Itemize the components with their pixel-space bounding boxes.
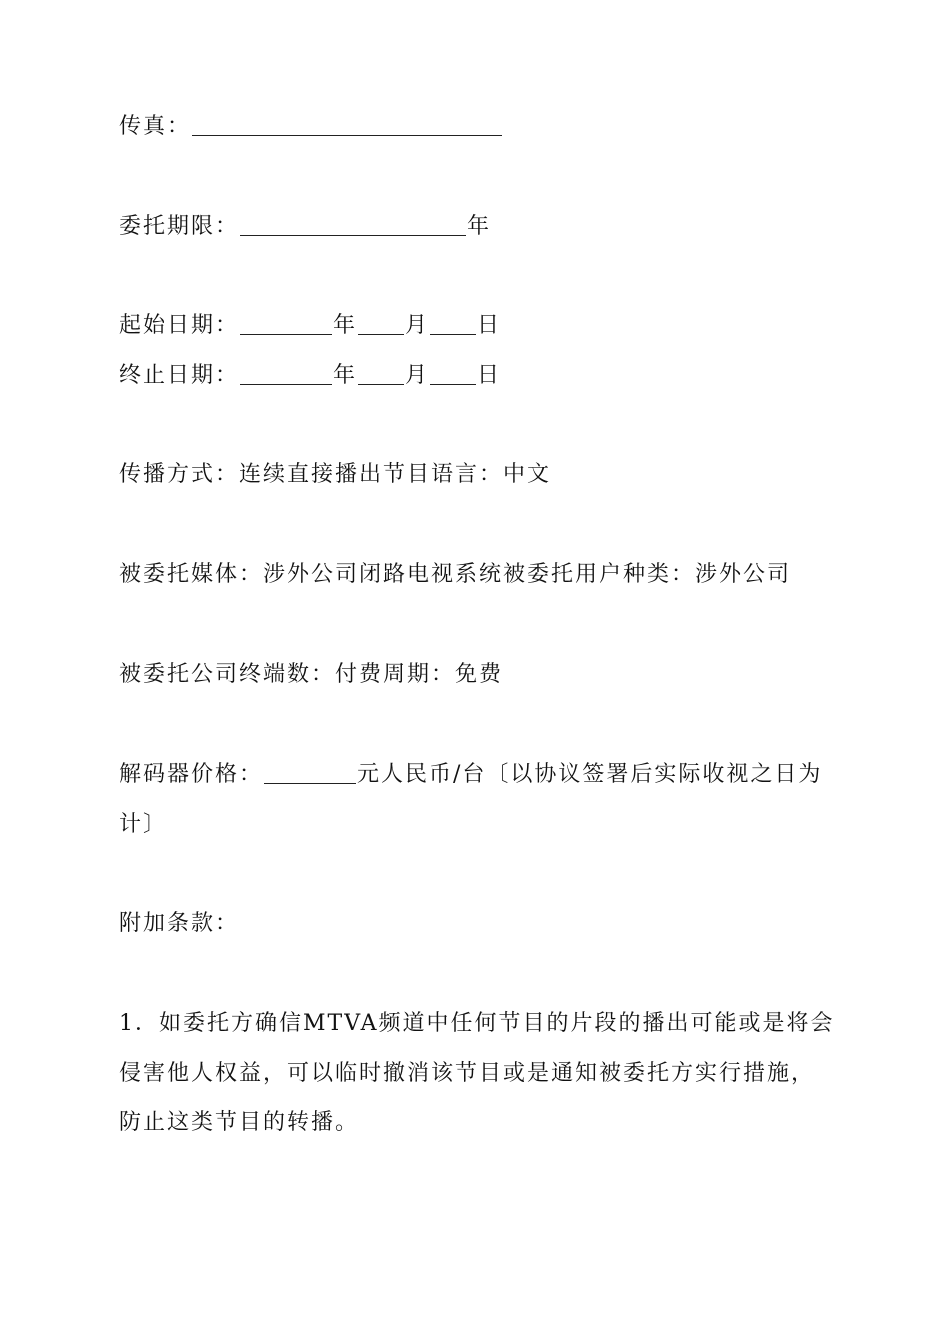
term-line: [119, 212, 839, 242]
end-year-unit: 年: [333, 363, 358, 388]
clause-1-line-3: 防止这类节目的转播。: [119, 1110, 360, 1135]
start-date-line: [119, 311, 839, 341]
end-month-unit: 月: [405, 363, 430, 388]
additional-terms-heading: 附加条款：: [119, 911, 240, 936]
fax-blank: [192, 115, 502, 136]
decoder-price-suffix: 元人民币/台〔以协议签署后实际收视之日为: [357, 762, 823, 787]
start-month-unit: 月: [405, 313, 430, 338]
start-year-unit: 年: [333, 313, 358, 338]
fax-label: 传真：: [119, 114, 192, 139]
term-label: 委托期限：: [119, 214, 240, 239]
end-date-label: 终止日期：: [119, 363, 240, 388]
terminals-line: 被委托公司终端数：付费周期：免费: [119, 662, 504, 687]
end-month-blank: [358, 364, 404, 385]
media-line: 被委托媒体：涉外公司闭路电视系统被委托用户种类：涉外公司: [119, 562, 792, 587]
decoder-price-continuation: 计〕: [119, 812, 168, 837]
start-month-blank: [358, 314, 404, 335]
decoder-price-blank: [264, 763, 356, 784]
fax-line: [119, 112, 839, 142]
term-unit: 年: [467, 214, 492, 239]
decoder-price-label: 解码器价格：: [119, 762, 264, 787]
start-day-blank: [430, 314, 476, 335]
clause-1-line-2: 侵害他人权益，可以临时撤消该节目或是通知被委托方实行措施，: [119, 1061, 816, 1086]
decoder-price-line: [119, 760, 839, 790]
broadcast-line: 传播方式：连续直接播出节目语言：中文: [119, 462, 552, 487]
end-year-blank: [240, 364, 332, 385]
end-day-blank: [430, 364, 476, 385]
start-day-unit: 日: [477, 313, 502, 338]
end-date-line: [119, 361, 839, 391]
end-day-unit: 日: [477, 363, 502, 388]
start-year-blank: [240, 314, 332, 335]
term-blank: [240, 215, 466, 236]
start-date-label: 起始日期：: [119, 313, 240, 338]
clause-1-line-1: 1．如委托方确信MTVA频道中任何节目的片段的播出可能或是将会: [119, 1011, 835, 1036]
